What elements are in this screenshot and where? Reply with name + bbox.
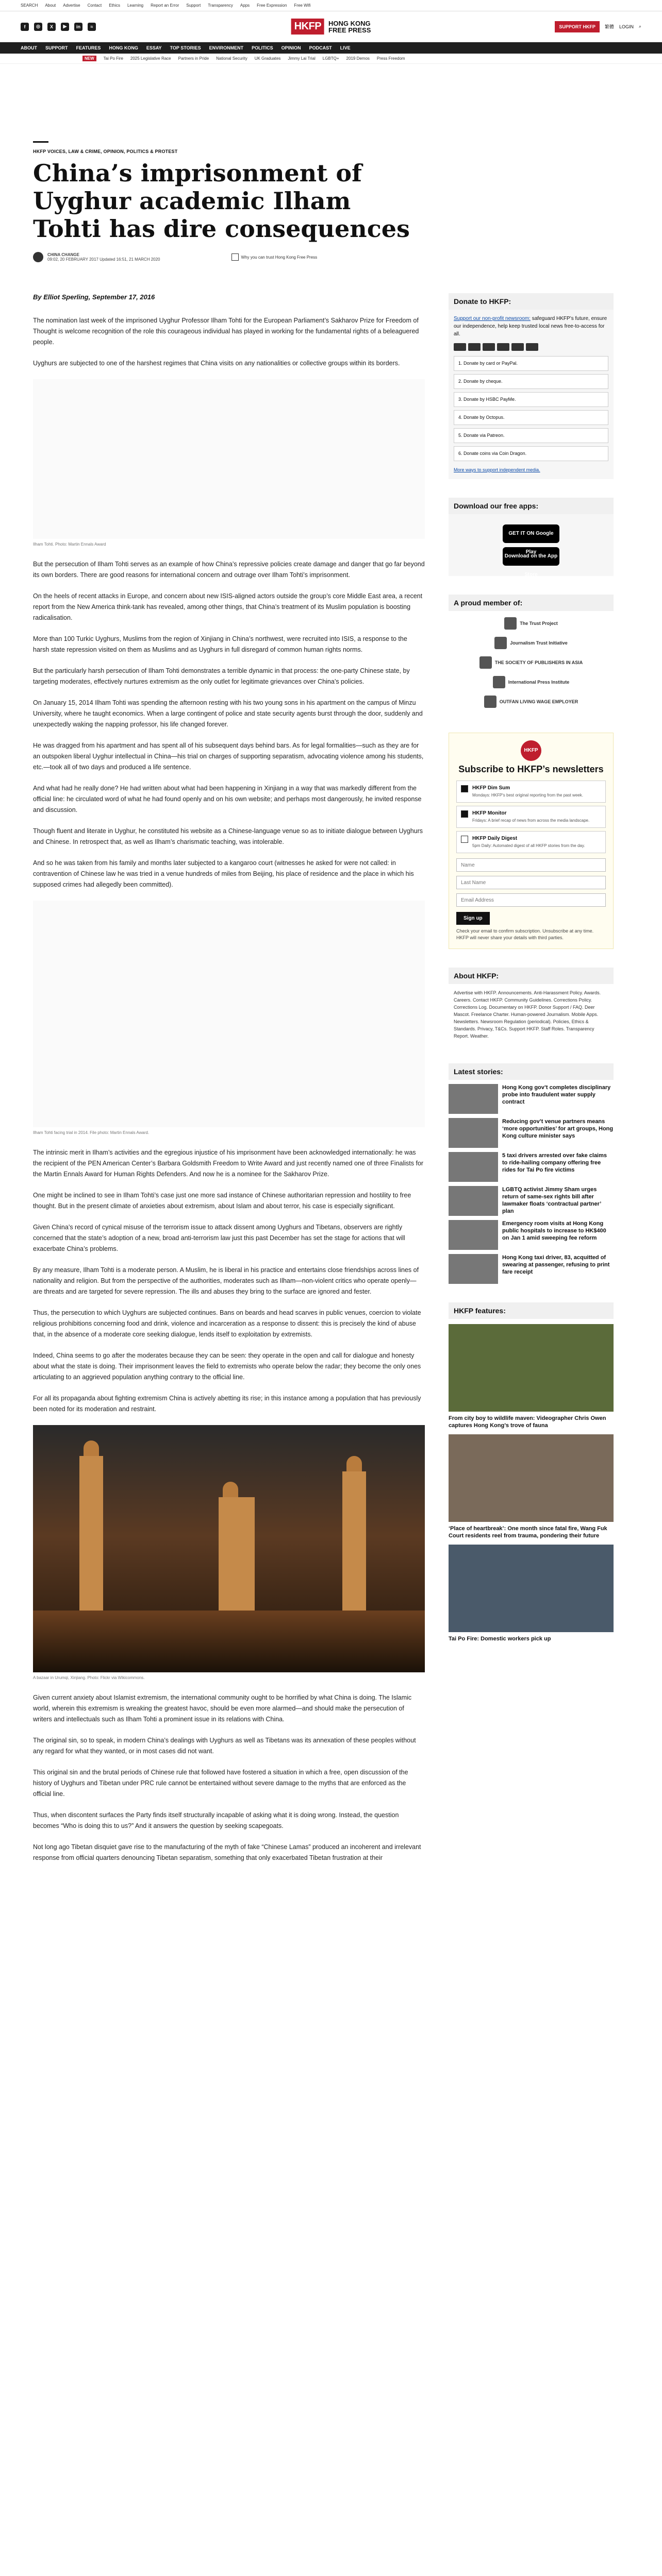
topbar-link[interactable]: Learning (127, 3, 144, 8)
paragraph: More than 100 Turkic Uyghurs, Muslims from the region of Xinjiang in China’s northwest, were recruited into ISIS, a response to the harsh state repression visited on them as Muslims and as Uyghurs in full disregard of common human rights norms. (33, 635, 407, 653)
top-utility-bar (0, 0, 662, 11)
donate-link[interactable]: Support our non-profit newsroom: (454, 316, 531, 321)
payment-cards (454, 343, 608, 351)
sidebar (449, 64, 614, 1874)
trending-link[interactable]: Partners in Pride (178, 56, 209, 61)
latest-box (449, 1063, 614, 1284)
x-icon[interactable]: X (47, 23, 56, 31)
ipi-icon (493, 676, 505, 688)
paragraph: By any measure, Ilham Tohti is a moderate person. A Muslim, he is liberal in his practice and entertains close friendships across lines of nationality and religion. But from the perspective of the authorities, moderates such as Ilham—non-violent critics who operate openly—are threats and are targeted for severe repression. The ills and abuses they bring to the surface are ignored and fester. (33, 1266, 419, 1295)
rss-icon[interactable]: ≈ (88, 23, 96, 31)
feature-image (449, 1545, 614, 1632)
paragraph: Given current anxiety about Islamist extremism, the international community ought to be horrified by what China is doing. The Islamic world, wherein this extremism is wreaking the greatest havoc, should be even more alarmed—and should make the persecution of writers and intellectuals such as Ilham Tohti a prominent issue in its relations with China. (33, 1694, 412, 1723)
nav-item[interactable]: SUPPORT (45, 45, 68, 50)
paragraph: But the persecution of Ilham Tohti serves as an example of how China’s repressive policies create damage and danger that go far beyond its own borders. There are good reasons for international concern and outrage over Ilham Tohti’s imprisonment. (33, 561, 425, 579)
language-toggle[interactable]: 繁體 (604, 24, 614, 29)
paragraph: He was dragged from his apartment and has spent all of his subsequent days behind bars. As for legal formalities—such as they are for an outspoken liberal Uyghur intellectual in China—his trial on charges of supporting separatism, advocating violence among his students, etc.—took all of two days and produced a life sentence. (33, 742, 424, 771)
topbar-link[interactable]: Ethics (109, 3, 120, 8)
topbar-link[interactable]: Free Wifi (294, 3, 311, 8)
facebook-icon[interactable]: f (21, 23, 29, 31)
paypal-icon (497, 343, 509, 351)
donate-option[interactable]: 6. Donate coins via Coin Dragon. (454, 446, 608, 461)
topbar-link[interactable]: Report an Error (151, 3, 179, 8)
member-box (449, 595, 614, 714)
nav-item[interactable]: ESSAY (146, 45, 162, 50)
support-button[interactable]: SUPPORT HKFP (555, 21, 600, 32)
nav-item[interactable]: HONG KONG (109, 45, 138, 50)
living-wage-icon (484, 696, 496, 708)
latest-item[interactable]: Emergency room visits at Hong Kong public hospitals to increase to HK$400 on Jan 1 amid sweeping fee reform (449, 1220, 614, 1250)
donate-option[interactable]: 3. Donate by HSBC PayMe. (454, 392, 608, 407)
sopa-icon (479, 656, 492, 669)
paragraph: Indeed, China seems to go after the moderates because they can be seen: they operate in the open and call for dialogue and honesty about what the state is doing. Their imprisonment leaves the field to extremists who operate below the radar; they become the only ones articulating to an aggrieved population anything contrary to the official line. (33, 1352, 421, 1381)
signup-button[interactable]: Sign up (456, 912, 490, 925)
donate-box (449, 293, 614, 479)
feature-item[interactable]: From city boy to wildlife maven: Videographer Chris Owen captures Hong Kong’s trove of fauna (449, 1324, 614, 1429)
nav-item[interactable]: PODCAST (309, 45, 332, 50)
logo-mark: HKFP (291, 19, 324, 35)
thumbnail (449, 1084, 498, 1114)
paragraph: Given China’s record of cynical misuse of the terrorism issue to attack dissent among Uyghurs and Tibetans, observers are rightly concerned that the state’s adoption of a new, broad anti-terrorism law just this past December has set the stage for actions that will exacerbate China’s problems. (33, 1224, 405, 1252)
paragraph: One might be inclined to see in Ilham Tohti’s case just one more sad instance of Chinese authoritarian repression and hostility to free thought. But in the present climate of anxieties about extremism, about Islam and about terror, his case is especially significant. (33, 1192, 411, 1210)
last-name-input[interactable] (456, 876, 606, 889)
image-caption: A bazaar in Urumqi, Xinjiang. Photo: Flickr via Wikicommons. (33, 1675, 145, 1680)
title-rule (33, 141, 48, 143)
trending-link[interactable]: Press Freedom (376, 56, 405, 61)
paragraph: The original sin, so to speak, in modern China’s dealings with Uyghurs as well as Tibetans was its annexation of these peoples without any regard for what they wanted, or in most cases did not want. (33, 1737, 416, 1755)
donate-title: Donate to HKFP: (449, 293, 614, 310)
article-title: China’s imprisonment of Uyghur academic Ilham Tohti has dire consequences (33, 159, 410, 243)
newsletter-signup (449, 733, 614, 949)
nav-item[interactable]: FEATURES (76, 45, 101, 50)
paragraph: Though fluent and literate in Uyghur, he constituted his website as a Chinese-language venue so as to initiate dialogue between Uyghurs and Chinese. In retrospect that, as well as Ilham’s charismatic teaching, was intolerable. (33, 827, 423, 845)
checkbox[interactable] (461, 810, 468, 818)
apps-box (449, 498, 614, 576)
member-title: A proud member of: (449, 595, 614, 611)
thumbnail (449, 1220, 498, 1250)
youtube-icon[interactable]: ▶ (61, 23, 69, 31)
article-image-placeholder (33, 379, 425, 539)
newsletter-option[interactable]: HKFP Dim Sum Mondays: HKFP's best original reporting from the past week. (456, 781, 606, 803)
about-box (449, 968, 614, 1045)
jti-icon (494, 637, 507, 649)
amex-icon (483, 343, 495, 351)
paragraph: And what had he really done? He had written about what had been happening in Xinjiang in a way that was markedly different from the official line: he circulated word of what he had found openly and on his own website; and perhaps most dangerously, he invited response and discussion. (33, 785, 422, 814)
trust-icon (231, 253, 239, 261)
article-image-placeholder (33, 901, 425, 1127)
instagram-icon[interactable]: ◎ (34, 23, 42, 31)
member-logo[interactable]: The Trust Project (504, 617, 558, 630)
checkbox[interactable] (461, 836, 468, 843)
paragraph: Uyghurs are subjected to one of the harshest regimes that China visits on any nationalities or collective groups within its borders. (33, 360, 400, 367)
trending-link[interactable]: National Security (216, 56, 247, 61)
trust-link[interactable]: Why you can trust Hong Kong Free Press (231, 253, 318, 261)
feature-item[interactable]: ‘Place of heartbreak’: One month since fatal fire, Wang Fuk Court residents reel from trauma, pondering their future (449, 1434, 614, 1539)
checkbox[interactable] (461, 785, 468, 792)
topbar-link[interactable]: Free Expression (257, 3, 287, 8)
about-title: About HKFP: (449, 968, 614, 984)
name-input[interactable] (456, 858, 606, 872)
article-meta (33, 252, 425, 262)
minaret-shape (342, 1471, 366, 1611)
byline: By Elliot Sperling, September 17, 2016 (33, 293, 155, 301)
paragraph: Thus, when discontent surfaces the Party finds itself structurally incapable of asking what it is doing wrong. Instead, the question becomes “Who is doing this to us?” And it answers the question by seeking scapegoats. (33, 1811, 399, 1829)
feature-image (449, 1434, 614, 1522)
nav-item[interactable]: ENVIRONMENT (209, 45, 244, 50)
social-links (21, 23, 96, 31)
paragraph: Not long ago Tibetan disquiet gave rise to the manufacturing of the myth of fake “Chinese Lamas” produced an incoherent and irrelevant response from official quarters denouncing Tibetan separatism, something that only exacerbated Tibetan frustration at their (33, 1843, 421, 1861)
bazaar-photo (33, 1425, 425, 1672)
feature-image (449, 1324, 614, 1412)
newsletter-logo: HKFP (521, 740, 541, 761)
nav-item[interactable]: POLITICS (252, 45, 273, 50)
about-links[interactable]: Advertise with HKFP. Announcements. Anti-Harassment Policy. Awards. Careers. Contact HKFP. Community Guidelines. Corrections Policy. Corrections Log. Documentary on HKFP. Donor Support / FAQ. Deer Mascot. Freelance Charter. Human-powered Journalism. Mobile Apps. Newsletters. Newsroom Regulation (periodical). Policies, Ethics & Standards. Privacy, T&Cs. Support HKFP. Staff Roles. Transparency Report. Weather. (454, 990, 601, 1039)
thumbnail (449, 1254, 498, 1284)
paragraph: On January 15, 2014 Ilham Tohti was spending the afternoon resting with his two young sons in his apartment on the campus of Minzu University, where he taught economics. When a large contingent of police and state security agents burst through the door, suddenly and unexpectedly waking the napping professor, his life changed forever. (33, 699, 423, 728)
latest-item[interactable]: Hong Kong gov’t completes disciplinary probe into fraudulent water supply contract (449, 1084, 614, 1114)
nav-item[interactable]: LIVE (340, 45, 351, 50)
email-input[interactable] (456, 893, 606, 907)
more-ways-link[interactable]: More ways to support independent media. (454, 467, 540, 472)
paragraph: For all its propaganda about fighting extremism China is actively abetting its rise; in this instance among a population that has previously been noted for its moderation and restraint. (33, 1395, 421, 1413)
topbar-link[interactable]: Support (186, 3, 201, 8)
image-caption: Ilham Tohti facing trial in 2014. File photo: Martin Ennals Award. (33, 1130, 150, 1135)
header-actions (555, 21, 641, 32)
member-logo[interactable]: International Press Institute (493, 676, 570, 688)
member-logo[interactable]: OUTFAN LIVING WAGE EMPLOYER (484, 696, 578, 708)
minaret-shape (219, 1497, 255, 1611)
main-nav (0, 42, 662, 54)
paragraph: This original sin and the brutal periods of Chinese rule that followed have fostered a situation in which a free, open discussion of the history of Uyghurs and Tibetan under PRC rule cannot be entertained without severe damage to the myths that are enforced as the official line. (33, 1769, 408, 1798)
linkedin-icon[interactable]: in (74, 23, 82, 31)
trending-link[interactable]: Tai Po Fire (103, 56, 123, 61)
paragraph: The intrinsic merit in Ilham’s activities and the egregious injustice of his imprisonment have been acknowledged internationally: he was the recipient of the PEN American Center’s Barbara Goldsmith Freedom to Write Award and just recently named one of three Finalists for the Martin Ennals Award for Human Rights Defenders. And now he is a nominee for the Sakharov Prize. (33, 1149, 424, 1178)
google-play-badge[interactable]: GET IT ON Google (503, 524, 559, 543)
author-avatar (33, 252, 43, 262)
donate-option[interactable]: 1. Donate by card or PayPal. (454, 356, 608, 371)
latest-item[interactable]: 5 taxi drivers arrested over fake claims to ride-hailing company offering free rides for Tai Po fire victims (449, 1152, 614, 1182)
crowd-shape (33, 1611, 425, 1672)
topbar-link[interactable]: Transparency (208, 3, 233, 8)
newsletter-option[interactable]: HKFP Daily Digest 5pm Daily: Automated digest of all HKFP stories from the day. (456, 831, 606, 853)
author-name[interactable]: CHINA CHANGE (47, 252, 79, 257)
latest-item[interactable]: Hong Kong taxi driver, 83, acquitted of swearing at passenger, refusing to print fare receipt (449, 1254, 614, 1284)
minaret-shape (79, 1456, 103, 1611)
topbar-link[interactable]: Contact (87, 3, 102, 8)
logo-text: HONG KONG FREE PRESS (328, 19, 371, 34)
newsletter-option[interactable]: HKFP Monitor Fridays: A brief recap of news from across the media landscape. (456, 806, 606, 828)
latest-item[interactable]: Reducing gov’t venue partners means ‘more opportunities’ for art groups, Hong Kong culture minister says (449, 1118, 614, 1148)
trending-link[interactable]: UK Graduates (254, 56, 281, 61)
nav-item[interactable]: OPINION (281, 45, 301, 50)
thumbnail (449, 1152, 498, 1182)
nav-item[interactable]: ABOUT (21, 45, 37, 50)
trending-link[interactable]: LGBTQ+ (322, 56, 339, 61)
paragraph: On the heels of recent attacks in Europe, and concern about new ISIS-aligned actors outside the group’s core Middle East area, a recent report from the New America think-tank has revealed, among other things, that China’s treatment of its Muslim population is boosting radicalisation. (33, 592, 423, 621)
visa-icon (468, 343, 481, 351)
nav-item[interactable]: TOP STORIES (170, 45, 201, 50)
paragraph: And so he was taken from his family and months later subjected to a kangaroo court (witnesses he asked for were not called: in contravention of Chinese law he was tried in a venue hundreds of miles from Beijing, his place of residence and the place in which his supposed crimes had allegedly been committed). (33, 859, 414, 888)
search-link[interactable]: SEARCH (21, 3, 38, 8)
unionpay-icon (511, 343, 524, 351)
latest-title: Latest stories: (449, 1063, 614, 1080)
newsletter-note: Check your email to confirm subscription. Unsubscribe at any time. HKFP will never share your details with third parties. (456, 928, 594, 940)
paragraph: The nomination last week of the imprisoned Uyghur Professor Ilham Tohti for the European Parliament’s Sakharov Prize for Freedom of Thought is welcome recognition of the role this courageous individual has played in working for the fundamental rights of a beleaguered people. (33, 317, 419, 346)
app-store-badge[interactable]: Download on the App Store (503, 547, 559, 566)
article (33, 64, 425, 1874)
trending-link[interactable]: 2019 Demos (346, 56, 370, 61)
topbar-link[interactable]: Apps (240, 3, 250, 8)
topbar-link[interactable]: About (45, 3, 56, 8)
trending-link[interactable]: Jimmy Lai Trial (288, 56, 316, 61)
donate-text: safeguard HKFP’s future, ensure our independence, help keep trusted local news free-to-access for all. (454, 316, 607, 337)
trending-bar (0, 54, 662, 64)
newsletter-title: Subscribe to HKFP’s newsletters (458, 764, 604, 774)
trending-link[interactable]: 2025 Legislative Race (130, 56, 171, 61)
thumbnail (449, 1118, 498, 1148)
topbar-link[interactable]: Advertise (63, 3, 80, 8)
donate-option[interactable]: 2. Donate by cheque. (454, 374, 608, 389)
donate-option[interactable]: 5. Donate via Patreon. (454, 428, 608, 443)
article-dates: 09:02, 20 FEBRUARY 2017 Updated 16:51, 21 MARCH 2020 (47, 257, 160, 262)
trust-project-icon (504, 617, 517, 630)
paragraph: Thus, the persecution to which Uyghurs are subjected continues. Bans on beards and head scarves in public venues, coercion to violate religious prohibitions concerning food and drink, violence and incarceration as a response to dissent: this is precisely the kind of abuse that, in the absence of a moderate core seeking dialogue, lends itself to exploitation by extremists. (33, 1309, 421, 1338)
feature-item[interactable]: Tai Po Fire: Domestic workers pick up (449, 1545, 614, 1642)
member-logo[interactable]: THE SOCIETY OF PUBLISHERS IN ASIA (479, 656, 583, 669)
new-badge: NEW (82, 56, 96, 61)
site-header (0, 11, 662, 42)
features-title: HKFP features: (449, 1302, 614, 1319)
jcb-icon (526, 343, 538, 351)
article-categories[interactable]: HKFP VOICES, LAW & CRIME, OPINION, POLITICS & PROTEST (33, 149, 178, 154)
apps-title: Download our free apps: (449, 498, 614, 514)
paragraph: But the particularly harsh persecution of Ilham Tohti demonstrates a terrible dynamic in that process: the one-party Chinese state, by targeting moderates, effectively nurtures extremism as the only outlet for legitimate grievances over China’s policies. (33, 667, 410, 685)
site-logo[interactable] (291, 19, 371, 35)
login-link[interactable]: LOGIN (619, 24, 634, 29)
member-logo[interactable]: Journalism Trust Initiative (494, 637, 568, 649)
features-box (449, 1302, 614, 1642)
latest-item[interactable]: LGBTQ activist Jimmy Sham urges return of same-sex rights bill after lawmaker floats ‘contractual partner’ plan (449, 1186, 614, 1216)
donate-option[interactable]: 4. Donate by Octopus. (454, 410, 608, 425)
thumbnail (449, 1186, 498, 1216)
search-icon[interactable]: ⌕ (638, 24, 641, 29)
mastercard-icon (454, 343, 466, 351)
image-caption: Ilham Tohti. Photo: Martin Ennals Award (33, 542, 106, 547)
